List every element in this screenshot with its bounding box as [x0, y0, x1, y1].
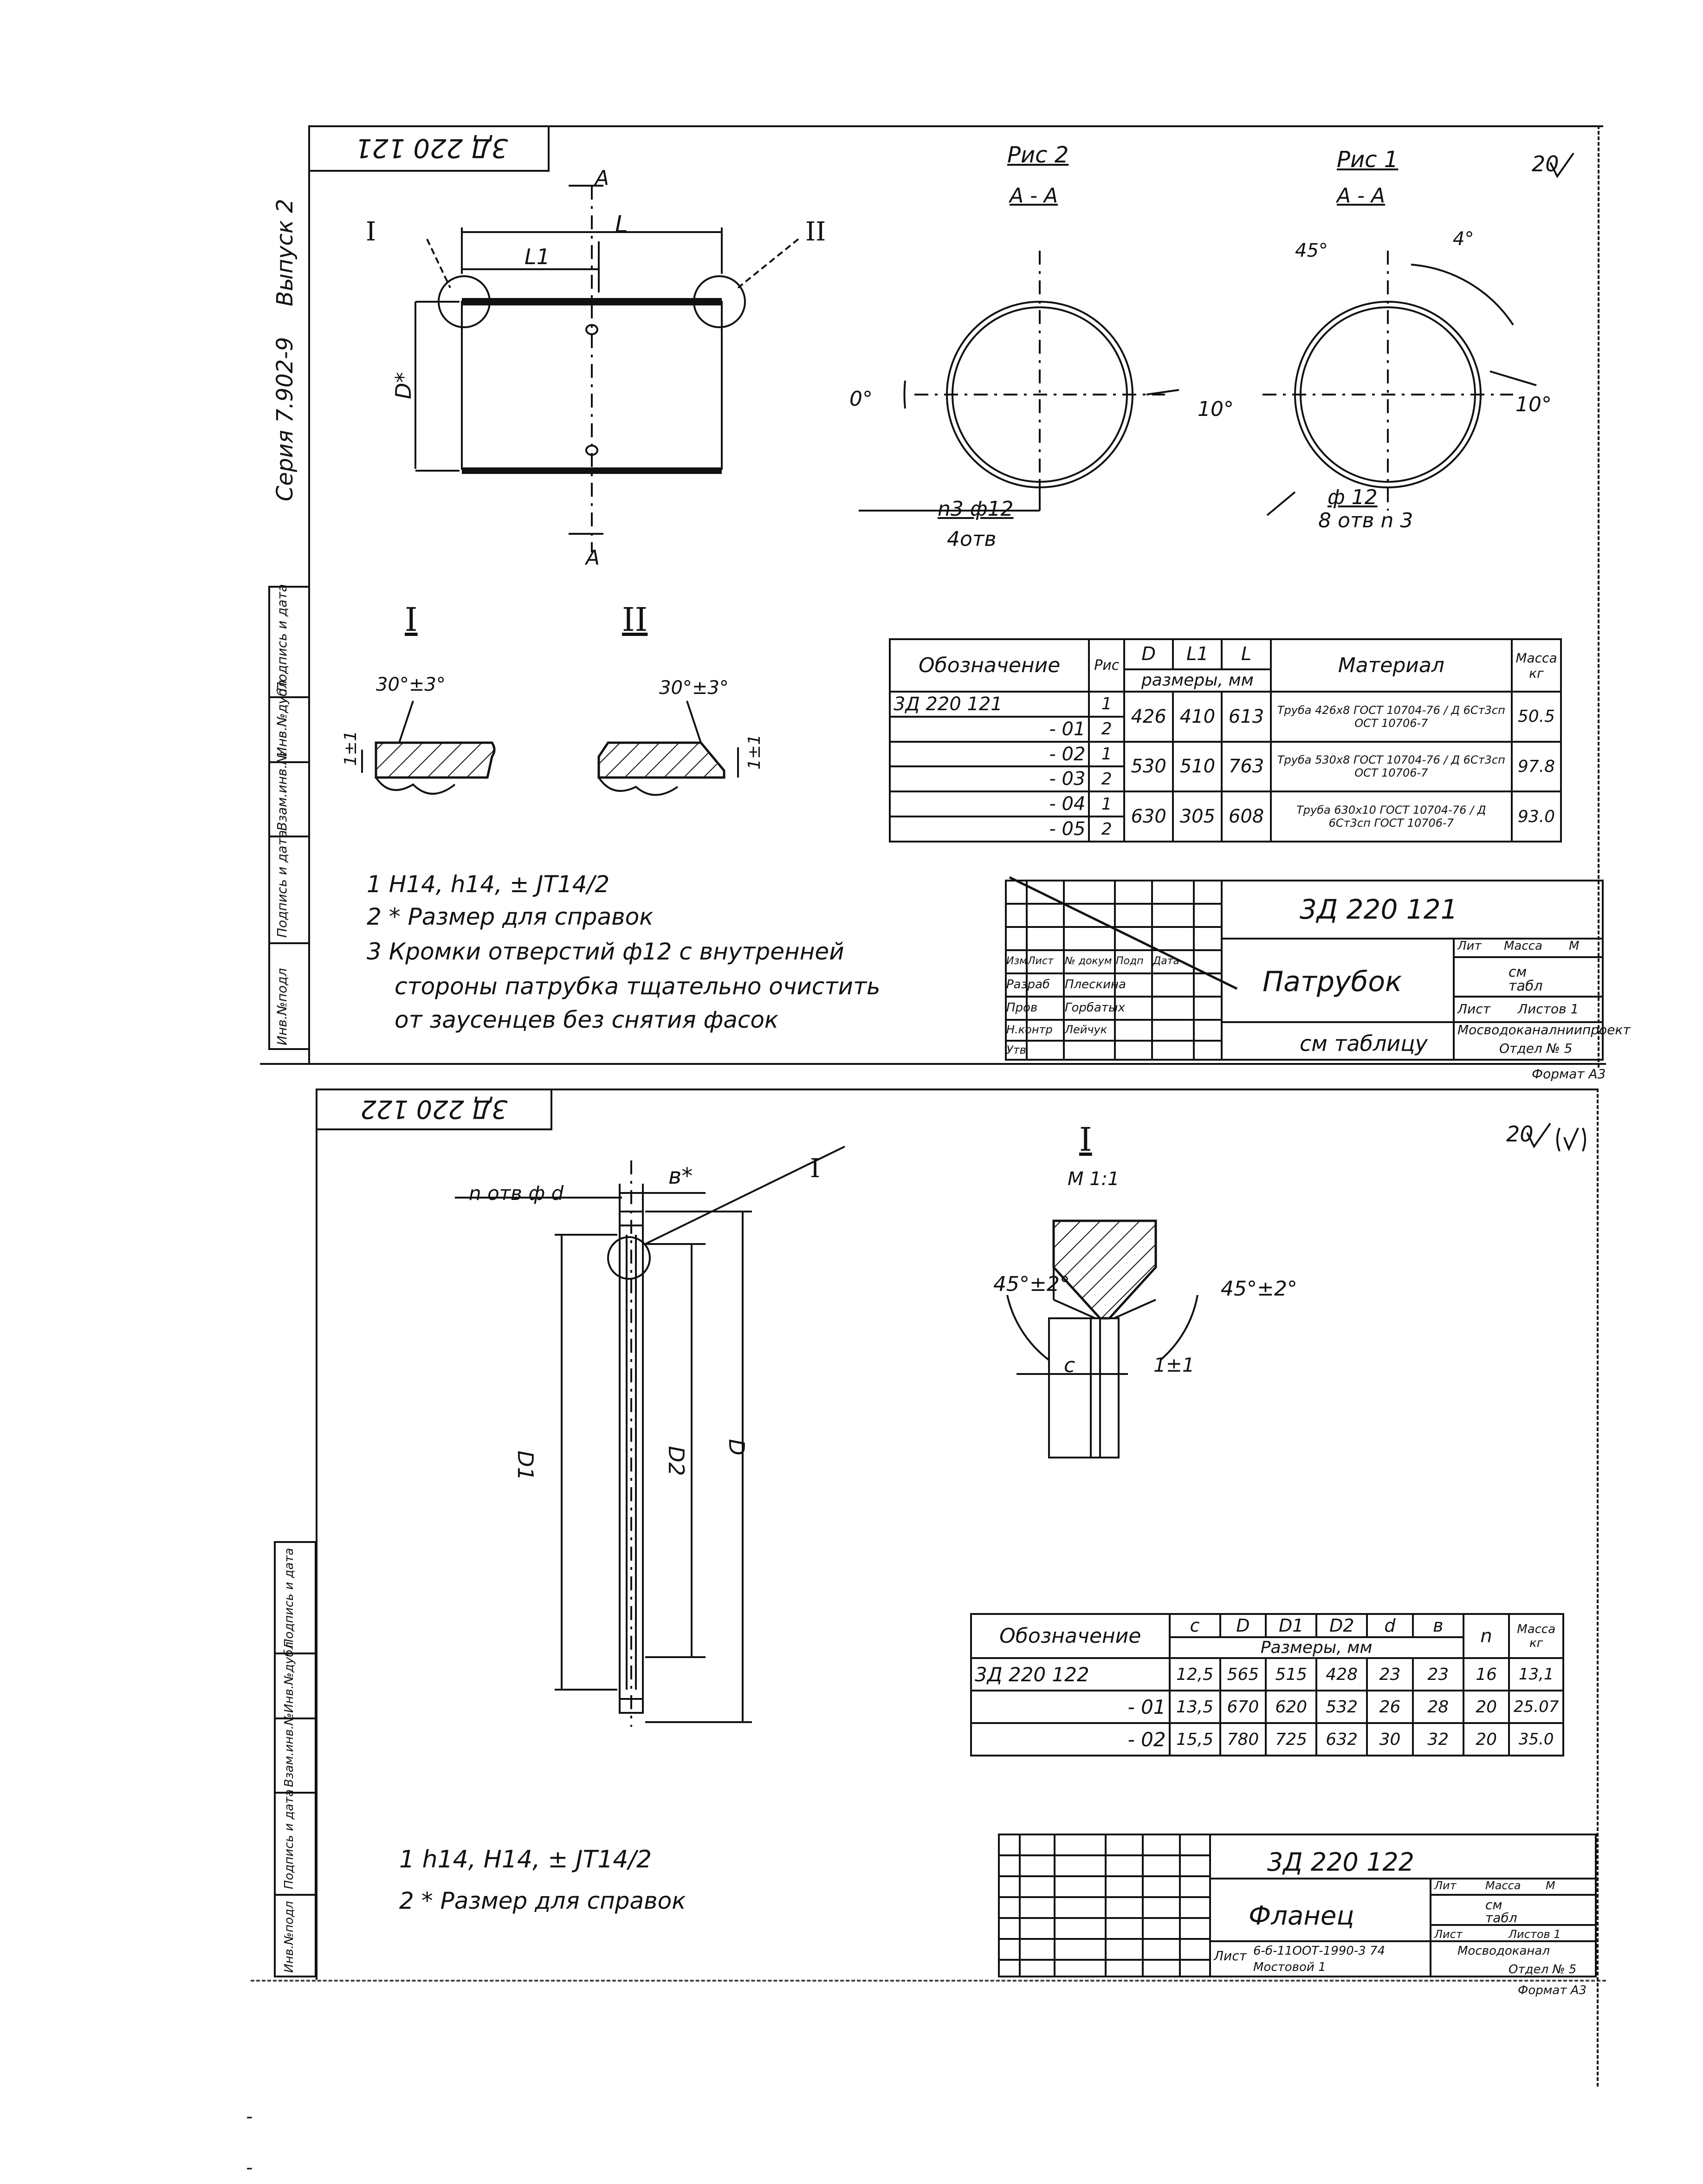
row-L1: 305	[1173, 791, 1222, 842]
tb-divider	[1209, 1834, 1211, 1977]
sheet2-spec-table	[970, 1613, 1564, 1756]
label-b: в*	[668, 1163, 693, 1189]
tb-grid	[998, 1896, 1209, 1898]
fig1-angle4: 4°	[1453, 228, 1474, 250]
fig1-ring	[1216, 228, 1597, 532]
tb2-name: Фланец	[1249, 1901, 1354, 1931]
tb1-role: Разраб	[1006, 978, 1050, 992]
tb1-role: Пров	[1006, 1001, 1038, 1015]
cell: 20	[1463, 1691, 1509, 1723]
tb1-col-sign: Подп	[1116, 955, 1144, 967]
row-D: 630	[1124, 791, 1173, 842]
fig1-section: А - А	[1337, 184, 1386, 207]
detail2-angle-right: 45°±2°	[1221, 1277, 1297, 1301]
pipe-side-view	[408, 153, 808, 571]
tb-grid	[998, 1875, 1209, 1877]
side-issue: Выпуск 2	[272, 199, 298, 306]
fig1-angle10: 10°	[1515, 393, 1552, 416]
sheet1-note-5: от заусенцев без снятия фасок	[395, 1006, 779, 1033]
row-D: 426	[1124, 692, 1173, 742]
fig2-angle0: 0°	[849, 387, 873, 411]
fig2-section: А - А	[1010, 184, 1058, 207]
detail2-weld-drawing	[956, 1207, 1327, 1467]
cell: 620	[1266, 1691, 1316, 1723]
tb-divider	[1430, 1894, 1597, 1896]
strip-label: Подпись и дата	[282, 1789, 296, 1889]
cell: 13,1	[1509, 1658, 1563, 1691]
strip-label: Инв.№подл	[282, 1901, 296, 1973]
th-D: D	[1124, 639, 1173, 669]
detail-II-title: II	[622, 601, 648, 639]
strip-divider	[268, 942, 310, 944]
tb-grid	[998, 1854, 1209, 1856]
frame2-right-line	[1597, 1089, 1599, 2087]
cell: 15,5	[1170, 1723, 1220, 1756]
cell: 35.0	[1509, 1723, 1563, 1756]
cell: 532	[1316, 1691, 1367, 1723]
cell: 428	[1316, 1658, 1367, 1691]
tb2-mass-value: см табл	[1485, 1897, 1517, 1925]
tb1-col-izm: Изм	[1006, 955, 1027, 967]
detail-I-gap: 1±1	[341, 731, 360, 766]
th-D: D	[1220, 1614, 1266, 1637]
label-D2: D2	[664, 1446, 689, 1476]
cell: 16	[1463, 1658, 1509, 1691]
tb1-org: Мосводоканалниипроект	[1457, 1022, 1631, 1037]
detail-II-angle: 30°±3°	[659, 677, 729, 699]
cell: 32	[1413, 1723, 1463, 1756]
tb2-sheet-label: Лист	[1214, 1948, 1247, 1964]
label-D1: D1	[513, 1451, 538, 1481]
strip-divider	[274, 1894, 317, 1896]
cell: 670	[1220, 1691, 1266, 1723]
fig2-ring	[845, 241, 1207, 529]
tb1-person: Лейчук	[1065, 1023, 1107, 1036]
label-D: D	[724, 1439, 749, 1456]
tb1-diagonal-stroke	[1005, 873, 1246, 1015]
tb-divider	[1209, 1878, 1597, 1879]
tb-grid	[998, 1959, 1209, 1961]
fig2-holes-count: 4отв	[947, 527, 997, 551]
detail2-dim-c: с	[1064, 1354, 1075, 1377]
sheet1-note-2: 2 * Размер для справок	[367, 903, 654, 930]
strip-label: Инв.№дубл	[282, 1641, 296, 1713]
th-designation: Обозначение	[971, 1614, 1170, 1658]
dim-D: D*	[391, 372, 416, 399]
tb1-role: Утв	[1006, 1043, 1026, 1056]
th-mass: Масса кг	[1509, 1614, 1563, 1658]
row-material: Труба 530х8 ГОСТ 10704-76 / Д 6Ст3сп ОСТ 10706-7	[1271, 742, 1512, 792]
strip-label: Подпись и дата	[274, 830, 290, 938]
side-series: Серия 7.902-9	[272, 337, 298, 501]
tb2-org: Мосводоканал	[1457, 1944, 1550, 1958]
cell: - 01	[971, 1691, 1170, 1723]
fig1-title: Рис 1	[1337, 147, 1399, 173]
frame2-bottom-line	[251, 1980, 1606, 1982]
row-mass: 50.5	[1512, 692, 1561, 742]
section-label-top: А	[595, 166, 609, 190]
row-mass: 97.8	[1512, 742, 1561, 792]
sheet1-code: 3Д 220 121	[355, 133, 508, 163]
th-mass: Масса кг	[1512, 639, 1561, 692]
cell: 515	[1266, 1658, 1316, 1691]
row-material: Труба 426х8 ГОСТ 10704-76 / Д 6Ст3сп ОСТ 10706-7	[1271, 692, 1512, 742]
th-n: n	[1463, 1614, 1509, 1658]
cell: 13,5	[1170, 1691, 1220, 1723]
tb2-ref1: 6-б-11ООТ-1990-3 74	[1253, 1944, 1386, 1958]
roughness-icon	[1550, 153, 1587, 181]
detail-II-gap: 1±1	[745, 734, 764, 770]
row-fig: 1	[1089, 742, 1124, 767]
detail-I-angle: 30°±3°	[376, 674, 446, 695]
tb1-person: Горбатых	[1065, 1001, 1125, 1015]
tb2-mass-label: Масса	[1485, 1879, 1521, 1892]
cell: 565	[1220, 1658, 1266, 1691]
cell: 3Д 220 122	[971, 1658, 1170, 1691]
label-holes: n отв ф d	[469, 1182, 564, 1205]
sheet1-spec-table	[889, 638, 1562, 842]
tb1-code: 3Д 220 121	[1300, 894, 1458, 925]
fig1-angle45: 45°	[1295, 240, 1328, 261]
fig1-holes: ф 12	[1327, 486, 1378, 509]
tb1-format: Формат А3	[1532, 1066, 1606, 1082]
cell: 23	[1367, 1658, 1413, 1691]
tb1-mass-label: Масса	[1504, 939, 1542, 953]
tb-grid	[1005, 1040, 1221, 1042]
fig2-holes: n3 ф12	[938, 497, 1014, 521]
th-b: в	[1413, 1614, 1463, 1637]
cell: 30	[1367, 1723, 1413, 1756]
row-L: 763	[1222, 742, 1270, 792]
tb1-col-date: Дата	[1153, 955, 1179, 967]
footer-mark: -	[246, 2157, 253, 2178]
tb2-format: Формат А3	[1518, 1983, 1587, 1997]
tb-grid	[1005, 1019, 1221, 1021]
corner-roughness-mark-2: 20	[1506, 1121, 1534, 1147]
callout-II: II	[805, 217, 826, 247]
detail2-angle-left: 45°±2°	[993, 1272, 1070, 1296]
th-fig: Рис	[1089, 639, 1124, 692]
tb1-col-doc: № докум	[1065, 955, 1112, 967]
strip-label: Подпись и дата	[274, 584, 290, 692]
cell: 780	[1220, 1723, 1266, 1756]
tb-divider	[1430, 1878, 1431, 1977]
tb2-code: 3Д 220 122	[1267, 1847, 1415, 1877]
row-L: 608	[1222, 791, 1270, 842]
cell: 725	[1266, 1723, 1316, 1756]
tb1-scale-label: М	[1569, 939, 1580, 953]
roughness-icon	[1527, 1123, 1592, 1160]
tb2-scale-label: М	[1546, 1879, 1555, 1892]
strip-label: Подпись и дата	[282, 1548, 296, 1648]
fig2-angle10: 10°	[1198, 397, 1234, 421]
row-fig: 1	[1089, 692, 1124, 717]
tb1-person: Плескина	[1065, 978, 1126, 992]
tb-grid	[998, 1938, 1209, 1940]
cell: - 02	[971, 1723, 1170, 1756]
tb2-sheets: Листов 1	[1509, 1928, 1561, 1941]
row-designation: - 01	[890, 717, 1089, 742]
th-L1: L1	[1173, 639, 1222, 669]
cell: 28	[1413, 1691, 1463, 1723]
sheet1-note-4: стороны патрубка тщательно очистить	[395, 973, 881, 1000]
strip-label: Взам.инв.№	[282, 1713, 296, 1787]
detail2-scale: М 1:1	[1068, 1168, 1120, 1190]
tb1-mass-value: см табл	[1509, 964, 1543, 994]
th-sizes: размеры, мм	[1124, 669, 1271, 692]
row-fig: 1	[1089, 791, 1124, 817]
sheet1-note-3: 3 Кромки отверстий ф12 с внутренней	[367, 938, 844, 965]
tb-divider	[1453, 996, 1604, 998]
section-label-bottom: А	[586, 546, 600, 570]
row-fig: 2	[1089, 717, 1124, 742]
fig2-title: Рис 2	[1007, 142, 1069, 168]
strip-label: Инв.№подл	[274, 968, 290, 1045]
tb-grid	[998, 1917, 1209, 1919]
detail2-title: I	[1079, 1121, 1092, 1159]
th-sizes: Размеры, мм	[1170, 1637, 1463, 1658]
tb-divider	[1221, 938, 1604, 940]
row-L1: 410	[1173, 692, 1222, 742]
th-D2: D2	[1316, 1614, 1367, 1637]
strip-label: Взам.инв.№	[274, 751, 290, 831]
tb2-lit: Лит	[1434, 1879, 1457, 1892]
row-fig: 2	[1089, 766, 1124, 791]
tb1-material: см таблицу	[1300, 1031, 1428, 1056]
callout-I: I	[366, 217, 376, 247]
row-L1: 510	[1173, 742, 1222, 792]
cell: 26	[1367, 1691, 1413, 1723]
row-material: Труба 630х10 ГОСТ 10704-76 / Д 6Ст3сп ГОСТ 10706-7	[1271, 791, 1512, 842]
tb-divider	[1453, 956, 1604, 958]
flange-side-view	[464, 1151, 835, 1736]
strip-label: Инв.№дубл	[274, 680, 290, 757]
tb1-org2: Отдел № 5	[1499, 1041, 1573, 1056]
sheet2-note-1: 1 h14, H14, ± JT14/2	[399, 1846, 652, 1873]
corner-roughness-mark: 20	[1532, 151, 1559, 176]
tb1-role: Н.контр	[1006, 1023, 1053, 1036]
th-material: Материал	[1271, 639, 1512, 692]
row-designation: - 03	[890, 766, 1089, 791]
tb1-sheet: Лист	[1457, 1001, 1490, 1017]
row-designation: - 04	[890, 791, 1089, 817]
cell: 25.07	[1509, 1691, 1563, 1723]
cell: 23	[1413, 1658, 1463, 1691]
row-fig: 2	[1089, 817, 1124, 842]
row-designation: - 02	[890, 742, 1089, 767]
callout-I-2: I	[810, 1154, 821, 1184]
th-c: с	[1170, 1614, 1220, 1637]
tb1-name: Патрубок	[1263, 966, 1402, 998]
tb2-sheet: Лист	[1434, 1928, 1463, 1941]
cell: 20	[1463, 1723, 1509, 1756]
row-designation: - 05	[890, 817, 1089, 842]
detail2-dim-1: 1±1	[1153, 1354, 1195, 1376]
footer-mark: -	[246, 2106, 253, 2127]
detail-I-title: I	[405, 601, 418, 639]
dim-L: L	[615, 211, 628, 238]
dim-L1: L1	[524, 244, 550, 269]
th-D1: D1	[1266, 1614, 1316, 1637]
th-L: L	[1222, 639, 1270, 669]
fig1-holes-count: 8 отв n 3	[1318, 509, 1413, 532]
th-designation: Обозначение	[890, 639, 1089, 692]
row-mass: 93.0	[1512, 791, 1561, 842]
th-d: d	[1367, 1614, 1413, 1637]
tb2-ref2: Мостовой 1	[1253, 1960, 1326, 1974]
tb1-lit: Лит	[1457, 939, 1482, 953]
row-designation: 3Д 220 121	[890, 692, 1089, 717]
tb2-org2: Отдел № 5	[1509, 1963, 1577, 1977]
tb1-sheets: Листов 1	[1518, 1001, 1579, 1017]
cell: 12,5	[1170, 1658, 1220, 1691]
sheet2-note-2: 2 * Размер для справок	[399, 1887, 686, 1914]
sheet1-note-1: 1 H14, h14, ± JT14/2	[367, 871, 610, 898]
frame-bottom-line	[260, 1063, 1606, 1065]
row-D: 530	[1124, 742, 1173, 792]
row-L: 613	[1222, 692, 1270, 742]
cell: 632	[1316, 1723, 1367, 1756]
tb1-col-list: Лист	[1028, 955, 1054, 967]
sheet2-code: 3Д 220 122	[360, 1095, 508, 1124]
